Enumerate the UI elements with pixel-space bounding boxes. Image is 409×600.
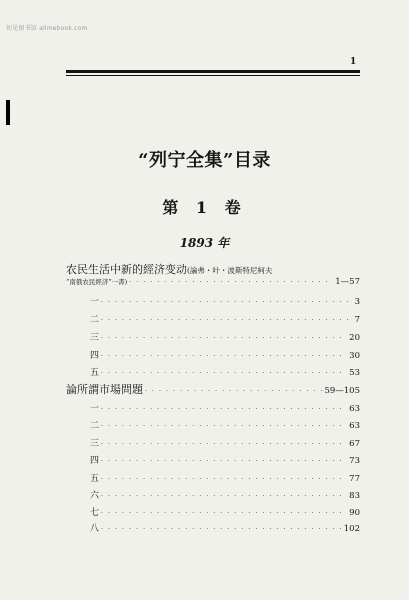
dot-leader — [101, 406, 347, 413]
section-page: 83 — [349, 491, 360, 501]
toc-section[interactable] — [90, 401, 360, 414]
section-number: 一 — [90, 297, 100, 307]
dot-leader — [101, 299, 353, 306]
section-page: 67 — [349, 439, 360, 449]
section-number: 四 — [90, 456, 100, 466]
section-page: 77 — [349, 474, 360, 484]
dot-leader — [101, 370, 347, 377]
section-page: 3 — [354, 297, 360, 307]
page-title: “列宁全集”目录 — [138, 150, 271, 171]
header-rule — [66, 70, 360, 73]
toc-entry[interactable] — [66, 381, 360, 397]
toc-entry[interactable] — [66, 277, 360, 287]
section-page: 20 — [349, 333, 360, 343]
toc-section[interactable] — [90, 418, 360, 431]
section-page: 63 — [349, 421, 360, 431]
section-page: 102 — [343, 524, 360, 534]
section-number: 四 — [90, 351, 100, 361]
toc-section[interactable] — [90, 436, 360, 449]
dot-leader — [101, 458, 347, 465]
dot-leader — [101, 317, 353, 324]
section-number: 三 — [90, 333, 100, 343]
dot-leader — [101, 335, 347, 342]
dot-leader — [101, 526, 342, 533]
volume-heading: 第 1 卷 — [162, 198, 247, 217]
dot-leader — [101, 510, 347, 517]
toc-section[interactable] — [90, 294, 360, 307]
page-range: 1—57 — [335, 277, 360, 287]
toc-section[interactable] — [90, 312, 360, 325]
section-number: 六 — [90, 491, 100, 501]
year-heading: 1893 年 — [179, 236, 230, 250]
dot-leader — [129, 279, 333, 286]
section-page: 90 — [349, 508, 360, 518]
work-note: (論弗・叶・波斯特尼柯夫 — [187, 266, 273, 275]
dot-leader — [145, 388, 322, 395]
page-range: 59—105 — [324, 386, 360, 396]
toc-section[interactable] — [90, 471, 360, 484]
work-title-2: 論所謂市場問題 — [66, 383, 143, 396]
section-page: 7 — [354, 315, 360, 325]
section-number: 二 — [90, 315, 100, 325]
dot-leader — [101, 423, 347, 430]
toc-section[interactable] — [90, 330, 360, 343]
dot-leader — [101, 353, 347, 360]
work-note-continued: “南俄农民經济”一書) — [66, 278, 128, 286]
work-title-1 — [66, 261, 272, 277]
section-page: 63 — [349, 404, 360, 414]
toc-section[interactable] — [90, 505, 360, 518]
scan-mark — [6, 100, 10, 125]
watermark: 初见图书馆 allmebook.com — [6, 25, 88, 32]
section-page: 73 — [349, 456, 360, 466]
section-page: 53 — [349, 368, 360, 378]
toc-section[interactable] — [90, 521, 360, 534]
toc-section[interactable] — [90, 348, 360, 361]
section-number: 一 — [90, 404, 100, 414]
section-number: 二 — [90, 421, 100, 431]
dot-leader — [101, 441, 347, 448]
section-number: 三 — [90, 439, 100, 449]
toc-section[interactable] — [90, 365, 360, 378]
section-number: 五 — [90, 474, 100, 484]
section-number: 五 — [90, 368, 100, 378]
page-number: 1 — [350, 57, 357, 67]
section-number: 八 — [90, 524, 100, 534]
work-title-text: 农民生活中新的經济变动 — [66, 263, 187, 276]
section-number: 七 — [90, 508, 100, 518]
section-page: 30 — [349, 351, 360, 361]
toc-section[interactable] — [90, 488, 360, 501]
toc-section[interactable] — [90, 453, 360, 466]
dot-leader — [101, 493, 347, 500]
dot-leader — [101, 476, 347, 483]
header-rule-thin — [66, 75, 360, 76]
